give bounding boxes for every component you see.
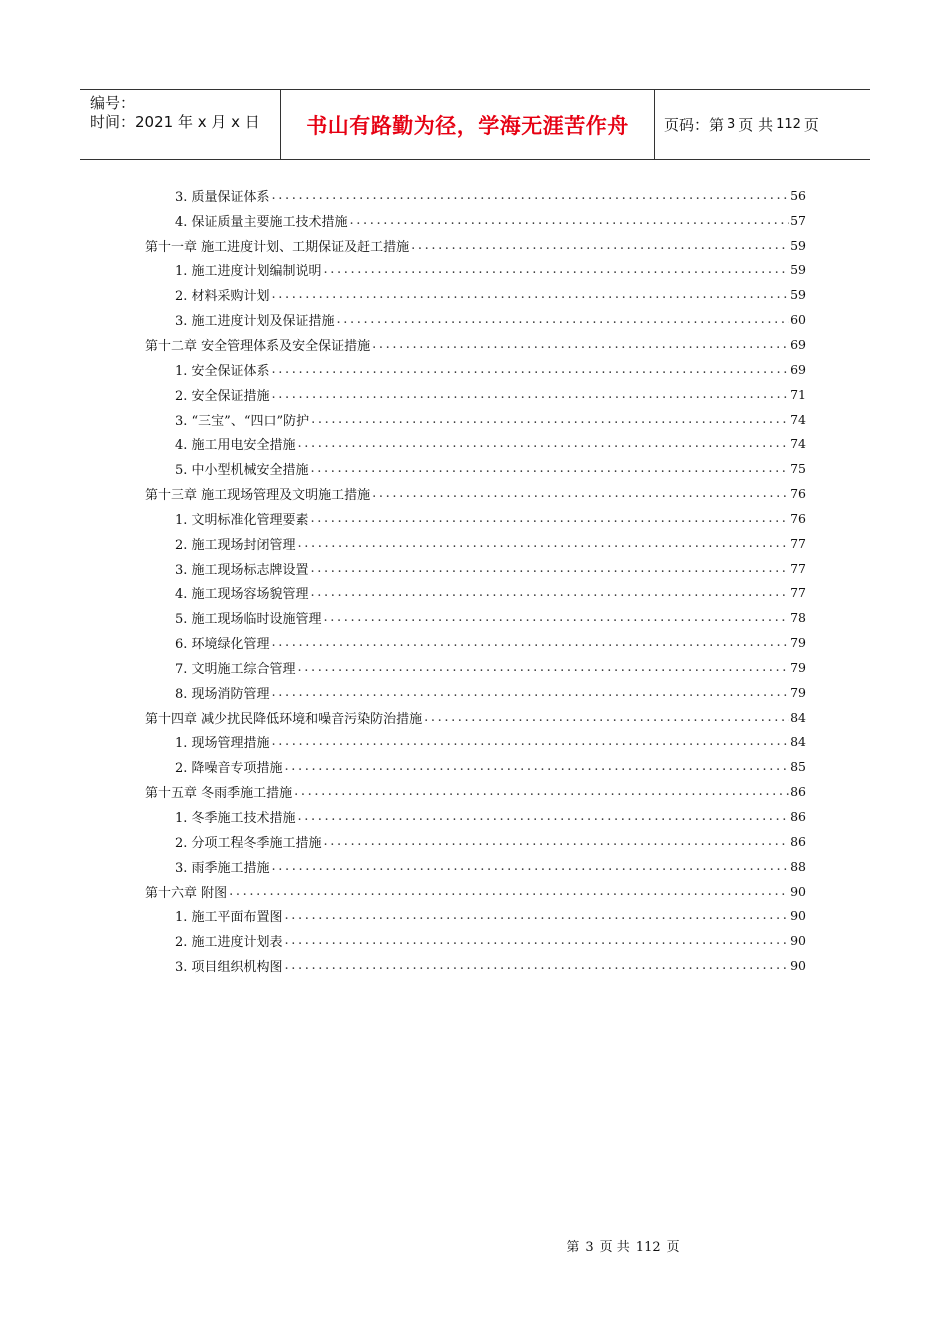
toc-section-entry[interactable] [145,903,806,928]
toc-entry-title: 6. 环境绿化管理 [175,637,270,653]
toc-entry-page: 85 [790,759,806,775]
toc-section-entry[interactable] [145,307,806,332]
toc-section-entry[interactable] [145,928,806,953]
toc-leader-dots [270,287,790,302]
toc-leader-dots [322,834,790,849]
toc-entry-title: 3. 雨季施工措施 [175,860,270,876]
toc-entry-page: 59 [790,237,806,253]
toc-leader-dots [292,784,789,799]
page-header [80,89,870,160]
toc-entry-page: 57 [790,212,806,228]
toc-leader-dots [309,461,790,476]
toc-entry-title: 5. 中小型机械安全措施 [175,463,309,479]
toc-entry-title: 2. 施工进度计划表 [175,935,283,951]
toc-entry-title: 2. 分项工程冬季施工措施 [175,835,322,851]
toc-entry-page: 84 [790,709,806,725]
toc-entry-page: 77 [790,535,806,551]
toc-leader-dots [370,337,789,352]
toc-section-entry[interactable] [145,854,806,879]
toc-section-entry[interactable] [145,431,806,456]
document-number-label: 编号： [90,94,136,112]
toc-entry-title: 4. 施工用电安全措施 [175,438,296,454]
toc-entry-page: 84 [790,734,806,750]
toc-section-entry[interactable] [145,282,806,307]
toc-entry-page: 56 [790,187,806,203]
toc-entry-title: 2. 降噪音专项措施 [175,761,283,777]
toc-chapter-entry[interactable] [145,233,806,258]
toc-entry-title: 第十六章 附图 [145,885,228,901]
toc-entry-title: 8. 现场消防管理 [175,686,270,702]
page-suffix: 页 [803,116,819,134]
toc-leader-dots [309,585,790,600]
toc-leader-dots [270,734,790,749]
footer-total: 112 [635,1240,661,1255]
toc-leader-dots [409,238,789,253]
toc-entry-page: 71 [790,386,806,402]
toc-entry-page: 78 [790,610,806,626]
toc-chapter-entry[interactable] [145,705,806,730]
toc-leader-dots [283,958,790,973]
toc-entry-title: 3. 施工进度计划及保证措施 [175,314,335,330]
toc-entry-page: 90 [790,958,806,974]
toc-section-entry[interactable] [145,258,806,283]
toc-section-entry[interactable] [145,581,806,606]
toc-entry-title: 3. “三宝”、“四口”防护 [175,413,310,429]
toc-entry-page: 77 [790,560,806,576]
toc-entry-title: 第十二章 安全管理体系及安全保证措施 [145,338,371,354]
toc-entry-title: 1. 现场管理措施 [175,736,270,752]
toc-entry-title: 3. 项目组织机构图 [175,960,283,976]
toc-entry-title: 3. 施工现场标志牌设置 [175,562,309,578]
toc-section-entry[interactable] [145,730,806,755]
toc-entry-title: 2. 安全保证措施 [175,388,270,404]
toc-leader-dots [309,561,790,576]
header-meta [90,94,280,132]
toc-section-entry[interactable] [145,556,806,581]
toc-entry-page: 90 [790,883,806,899]
toc-leader-dots [422,710,789,725]
toc-chapter-entry[interactable] [145,879,806,904]
toc-entry-title: 2. 材料采购计划 [175,289,270,305]
toc-section-entry[interactable] [145,183,806,208]
header-motto: 书山有路勤为径，学海无涯苦作舟 [306,113,629,138]
toc-entry-page: 86 [790,784,806,800]
page-current: 3 [727,117,736,132]
toc-entry-page: 90 [790,933,806,949]
toc-leader-dots [296,436,790,451]
toc-leader-dots [270,635,790,650]
toc-section-entry[interactable] [145,829,806,854]
toc-entry-title: 第十四章 减少扰民降低环境和噪音污染防治措施 [145,711,423,727]
footer-prefix: 第 [566,1240,580,1255]
toc-entry-title: 第十三章 施工现场管理及文明施工措施 [145,488,371,504]
toc-entry-page: 69 [790,336,806,352]
toc-entry-page: 75 [790,461,806,477]
toc-section-entry[interactable] [145,456,806,481]
toc-entry-page: 74 [790,411,806,427]
toc-leader-dots [270,685,790,700]
toc-leader-dots [283,908,790,923]
toc-leader-dots [296,809,790,824]
footer-mid: 页 共 [599,1240,630,1255]
toc-leader-dots [322,610,790,625]
toc-entry-title: 第十一章 施工进度计划、工期保证及赶工措施 [145,239,410,255]
toc-entry-page: 86 [790,833,806,849]
toc-entry-title: 5. 施工现场临时设施管理 [175,612,322,628]
page-mid: 页 共 [738,116,774,134]
toc-leader-dots [270,188,790,203]
toc-section-entry[interactable] [145,407,806,432]
footer-suffix: 页 [666,1240,680,1255]
page-total: 112 [776,117,801,132]
toc-section-entry[interactable] [145,382,806,407]
toc-section-entry[interactable] [145,357,806,382]
toc-chapter-entry[interactable] [145,779,806,804]
toc-entry-page: 69 [790,361,806,377]
toc-entry-title: 7. 文明施工综合管理 [175,661,296,677]
toc-leader-dots [322,262,790,277]
toc-leader-dots [296,660,790,675]
toc-entry-title: 第十五章 冬雨季施工措施 [145,786,293,802]
toc-entry-title: 3. 质量保证体系 [175,189,270,205]
header-page-info [664,90,819,159]
toc-section-entry[interactable] [145,680,806,705]
toc-leader-dots [227,884,789,899]
toc-entry-page: 59 [790,287,806,303]
toc-entry-title: 1. 安全保证体系 [175,363,270,379]
toc-entry-page: 88 [790,858,806,874]
toc-leader-dots [270,387,790,402]
toc-entry-title: 1. 施工平面布置图 [175,910,283,926]
toc-leader-dots [348,213,790,228]
page-footer [0,1236,950,1255]
toc-section-entry[interactable] [145,605,806,630]
toc-leader-dots [270,859,790,874]
document-date: 时间：2021 年 x 月 x 日 [90,113,260,131]
toc-entry-page: 79 [790,684,806,700]
toc-entry-page: 79 [790,659,806,675]
toc-entry-page: 76 [790,510,806,526]
toc-entry-title: 4. 保证质量主要施工技术措施 [175,214,348,230]
toc-leader-dots [296,536,790,551]
toc-entry-page: 74 [790,436,806,452]
toc-section-entry[interactable] [145,531,806,556]
footer-current: 3 [585,1240,594,1255]
toc-entry-page: 76 [790,486,806,502]
table-of-contents [145,183,806,978]
toc-section-entry[interactable] [145,506,806,531]
toc-leader-dots [283,759,790,774]
toc-leader-dots [309,412,789,427]
toc-leader-dots [370,486,789,501]
page-prefix: 页码：第 [664,116,725,134]
toc-section-entry[interactable] [145,208,806,233]
header-divider [654,90,655,159]
toc-section-entry[interactable] [145,754,806,779]
toc-section-entry[interactable] [145,655,806,680]
toc-entry-page: 77 [790,585,806,601]
toc-entry-page: 79 [790,635,806,651]
toc-section-entry[interactable] [145,804,806,829]
toc-entry-page: 86 [790,809,806,825]
toc-entry-title: 1. 施工进度计划编制说明 [175,264,322,280]
toc-entry-title: 1. 文明标准化管理要素 [175,512,309,528]
toc-leader-dots [335,312,790,327]
toc-entry-page: 90 [790,908,806,924]
toc-leader-dots [270,362,790,377]
toc-entry-title: 2. 施工现场封闭管理 [175,537,296,553]
toc-chapter-entry[interactable] [145,332,806,357]
toc-entry-title: 4. 施工现场容场貌管理 [175,587,309,603]
toc-entry-page: 60 [790,312,806,328]
toc-section-entry[interactable] [145,630,806,655]
toc-entry-title: 1. 冬季施工技术措施 [175,811,296,827]
toc-section-entry[interactable] [145,953,806,978]
toc-leader-dots [283,933,790,948]
toc-leader-dots [309,511,790,526]
toc-chapter-entry[interactable] [145,481,806,506]
toc-entry-page: 59 [790,262,806,278]
